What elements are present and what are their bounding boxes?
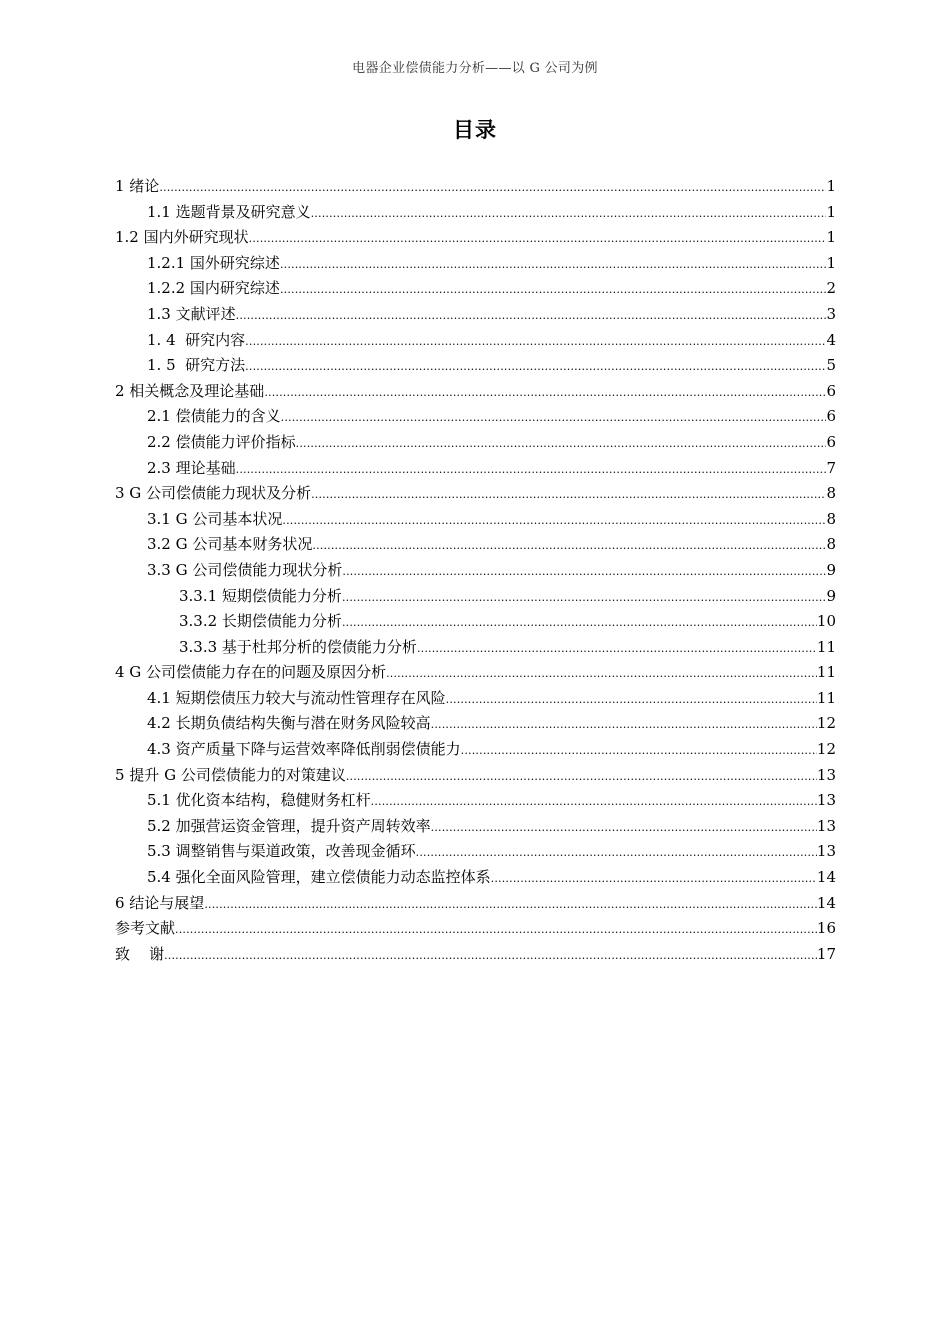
dot-leader (264, 380, 826, 406)
dot-leader (280, 252, 827, 278)
toc-entry[interactable] (115, 916, 836, 942)
dot-leader (249, 226, 827, 252)
dot-leader (342, 585, 827, 611)
toc-entry[interactable] (115, 609, 836, 635)
toc-entry[interactable] (115, 865, 836, 891)
toc-entry[interactable] (115, 430, 836, 456)
toc-entry-title: 3.2 G 公司基本财务状况 (147, 535, 313, 554)
toc-entry[interactable] (115, 507, 836, 533)
toc-entry-page: 13 (816, 791, 836, 810)
toc-entry-title: 3.3.3 基于杜邦分析的偿债能力分析 (179, 637, 417, 656)
dot-leader (416, 840, 817, 866)
dot-leader (281, 405, 827, 431)
toc-entry[interactable] (115, 225, 836, 251)
toc-entry[interactable] (115, 328, 836, 354)
dot-leader (431, 815, 817, 841)
toc-entry-page: 6 (826, 407, 836, 426)
toc-entry[interactable] (115, 276, 836, 302)
dot-leader (245, 354, 826, 380)
toc-entry[interactable] (115, 711, 836, 737)
toc-entry-title: 2.3 理论基础 (147, 458, 236, 477)
toc-entry[interactable] (115, 558, 836, 584)
toc-entry-title: 6 结论与展望 (115, 893, 205, 912)
toc-entry[interactable] (115, 302, 836, 328)
toc-entry-title: 1.2 国内外研究现状 (115, 228, 249, 247)
toc-entry[interactable] (115, 456, 836, 482)
dot-leader (164, 943, 817, 969)
toc-entry-title: 5.4 强化全面风险管理，建立偿债能力动态监控体系 (147, 868, 491, 887)
toc-entry-page: 8 (826, 484, 836, 503)
toc-entry-title: 3.3.1 短期偿债能力分析 (179, 586, 342, 605)
toc-entry-title: 5.3 调整销售与渠道政策，改善现金循环 (147, 842, 416, 861)
toc-entry-page: 13 (816, 816, 836, 835)
toc-entry[interactable] (115, 839, 836, 865)
dot-leader (386, 661, 817, 687)
toc-entry-title: 4.2 长期负债结构失衡与潜在财务风险较高 (147, 714, 431, 733)
toc-entry-page: 11 (816, 637, 836, 656)
toc-entry-title: 3.1 G 公司基本状况 (147, 509, 283, 528)
dot-leader (236, 303, 827, 329)
dot-leader (311, 482, 826, 508)
toc-entry-page: 2 (826, 279, 836, 298)
toc-entry-page: 6 (826, 432, 836, 451)
toc-entry-page: 8 (826, 509, 836, 528)
dot-leader (342, 610, 817, 636)
dot-leader (491, 866, 817, 892)
dot-leader (346, 764, 817, 790)
toc-entry-title: 3.3 G 公司偿债能力现状分析 (147, 560, 343, 579)
toc-entry-page: 13 (816, 765, 836, 784)
toc-entry-title: 1.1 选题背景及研究意义 (147, 202, 311, 221)
toc-entry-page: 1 (826, 202, 836, 221)
dot-leader (446, 687, 817, 713)
toc-entry[interactable] (115, 788, 836, 814)
toc-entry[interactable] (115, 814, 836, 840)
toc-entry[interactable] (115, 891, 836, 917)
dot-leader (159, 175, 826, 201)
dot-leader (311, 201, 827, 227)
toc-entry-page: 9 (826, 560, 836, 579)
toc-entry-title: 致 谢 (115, 944, 165, 963)
dot-leader (282, 508, 826, 534)
toc-entry-title: 4 G 公司偿债能力存在的问题及原因分析 (115, 663, 387, 682)
dot-leader (236, 457, 827, 483)
toc-entry-page: 7 (826, 458, 836, 477)
dot-leader (245, 329, 826, 355)
toc-entry-page: 12 (816, 714, 836, 733)
toc-entry-page: 1 (826, 177, 836, 195)
toc-entry-title: 1.2.2 国内研究综述 (147, 279, 280, 298)
dot-leader (461, 738, 817, 764)
dot-leader (417, 636, 817, 662)
toc-entry-page: 14 (816, 868, 836, 887)
toc-entry-title: 3 G 公司偿债能力现状及分析 (115, 484, 312, 503)
toc-entry[interactable] (115, 481, 836, 507)
dot-leader (312, 533, 826, 559)
toc-entry[interactable] (115, 737, 836, 763)
toc-entry-page: 4 (826, 330, 836, 349)
toc-entry-title: 1.2.1 国外研究综述 (147, 253, 280, 272)
dot-leader (175, 917, 817, 943)
toc-entry-title: 参考文献 (115, 919, 176, 938)
dot-leader (371, 789, 817, 815)
toc-entry-title: 1. 4 研究内容 (147, 330, 246, 349)
toc-entry-page: 3 (826, 304, 836, 323)
toc-entry-page: 11 (816, 663, 836, 682)
toc-entry-title: 1.3 文献评述 (147, 304, 236, 323)
toc-entry-title: 2 相关概念及理论基础 (115, 381, 265, 400)
dot-leader (296, 431, 827, 457)
toc-entry[interactable] (115, 686, 836, 712)
toc-entry-title: 3.3.2 长期偿债能力分析 (179, 612, 342, 631)
toc-entry[interactable] (115, 942, 836, 968)
toc-entry-page: 1 (826, 253, 836, 272)
toc-entry-page: 10 (816, 612, 836, 631)
toc-entry[interactable] (115, 763, 836, 789)
toc-entry-title: 2.2 偿债能力评价指标 (147, 432, 296, 451)
toc-entry-page: 13 (816, 842, 836, 861)
toc-entry[interactable] (115, 174, 836, 200)
toc-entry-title: 1. 5 研究方法 (147, 356, 246, 375)
toc-entry-title: 5.1 优化资本结构，稳健财务杠杆 (147, 791, 371, 810)
toc-entry-page: 17 (816, 944, 836, 963)
toc-entry-page: 6 (826, 381, 836, 400)
toc-entry[interactable] (115, 660, 836, 686)
toc-entry-title: 5.2 加强营运资金管理，提升资产周转效率 (147, 816, 431, 835)
toc-entry[interactable] (115, 379, 836, 405)
toc-entry-title: 1 绪论 (115, 177, 160, 195)
toc-entry-page: 16 (816, 919, 836, 938)
toc-entry-title: 5 提升 G 公司偿债能力的对策建议 (115, 765, 346, 784)
toc-entry-page: 8 (826, 535, 836, 554)
running-header: 电器企业偿债能力分析——以 G 公司为例 (352, 61, 598, 76)
dot-leader (342, 559, 826, 585)
dot-leader (431, 712, 817, 738)
toc-entry[interactable] (115, 584, 836, 610)
toc-entry-page: 5 (826, 356, 836, 375)
toc-entry-page: 12 (816, 740, 836, 759)
toc-entry[interactable] (115, 200, 836, 226)
toc-entry-page: 9 (826, 586, 836, 605)
toc-entry-title: 4.3 资产质量下降与运营效率降低削弱偿债能力 (147, 740, 461, 759)
toc-entry[interactable] (115, 251, 836, 277)
dot-leader (204, 892, 817, 918)
toc-entry[interactable] (115, 353, 836, 379)
toc-title: 目录 (453, 118, 497, 142)
toc-entry[interactable] (115, 404, 836, 430)
toc-entry-page: 14 (816, 893, 836, 912)
toc-entry[interactable] (115, 532, 836, 558)
toc-entry[interactable] (115, 635, 836, 661)
table-of-contents (115, 174, 836, 967)
toc-entry-title: 2.1 偿债能力的含义 (147, 407, 281, 426)
toc-entry-title: 4.1 短期偿债压力较大与流动性管理存在风险 (147, 688, 446, 707)
dot-leader (280, 277, 827, 303)
toc-entry-page: 1 (826, 228, 836, 247)
toc-entry-page: 11 (816, 688, 836, 707)
